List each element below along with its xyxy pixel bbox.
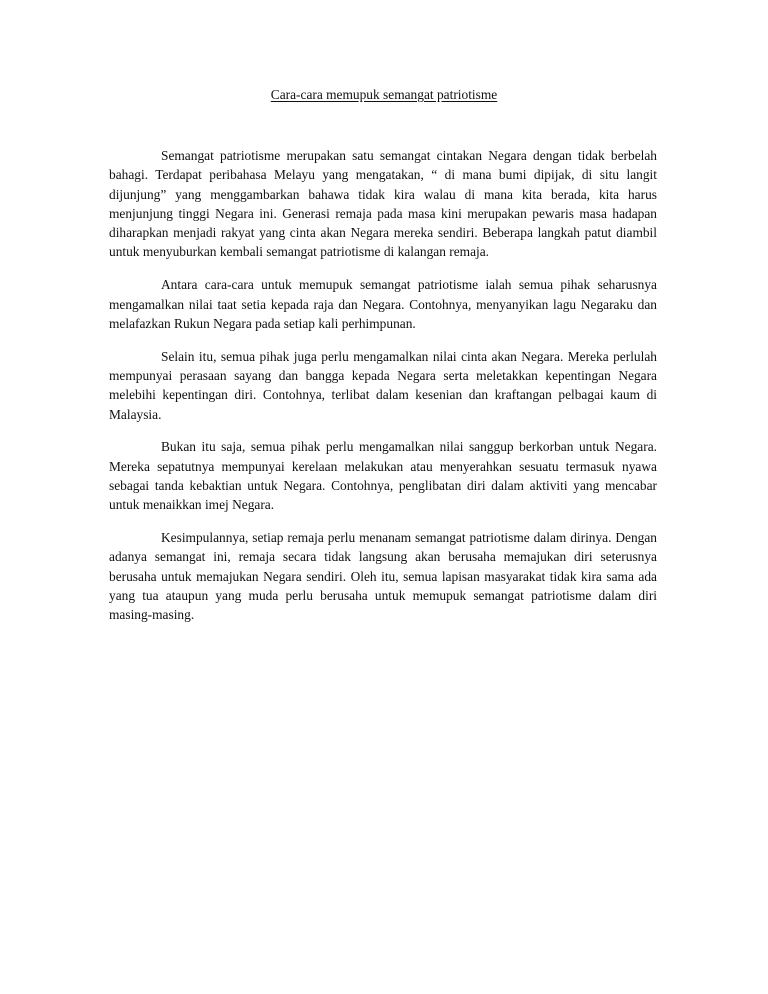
paragraph-loyalty: Antara cara-cara untuk memupuk semangat patriotisme ialah semua pihak seharusnya mengamalkan nilai taat setia kepada raja dan Negara. Contohnya, menyanyikan lagu Negaraku dan melafazkan Rukun Negara pada setiap kali perhimpunan. <box>109 277 657 331</box>
paragraph-sacrifice: Bukan itu saja, semua pihak perlu mengamalkan nilai sanggup berkorban untuk Negara. Mereka sepatutnya mempunyai kerelaan melakukan atau menyerahkan sesuatu termasuk nyawa sebagai tanda kebaktian untuk Negara. Contohnya, penglibatan diri dalam aktiviti yang mencabar untuk menaikkan imej Negara. <box>109 439 657 513</box>
document-body <box>109 146 657 638</box>
document-title: Cara-cara memupuk semangat patriotisme <box>270 87 498 102</box>
paragraph-love-of-country: Selain itu, semua pihak juga perlu mengamalkan nilai cinta akan Negara. Mereka perlulah mempunyai perasaan sayang dan bangga kepada Negara serta meletakkan kepentingan Negara melebihi kepentingan diri. Contohnya, terlibat dalam kesenian dan kraftangan pelbagai kaum di Malaysia. <box>109 348 657 422</box>
paragraph-introduction: Semangat patriotisme merupakan satu semangat cintakan Negara dengan tidak berbelah bahagi. Terdapat peribahasa Melayu yang mengatakan, “ di mana bumi dipijak, di situ langit dijunjung” yang menggambarkan bahawa tidak kira walau di mana kita berada, kita harus menjunjung tinggi Negara ini. Generasi remaja pada masa kini merupakan pewaris masa hadapan diharapkan menjadi rakyat yang cinta akan Negara mereka sendiri. Beberapa langkah patut diambil untuk menyuburkan kembali semangat patriotisme di kalangan remaja. <box>109 148 657 260</box>
paragraph-conclusion: Kesimpulannya, setiap remaja perlu menanam semangat patriotisme dalam dirinya. Dengan adanya semangat ini, remaja secara tidak langsung akan berusaha memajukan diri seterusnya berusaha untuk memajukan Negara sendiri. Oleh itu, semua lapisan masyarakat tidak kira sama ada yang tua ataupun yang muda perlu berusaha untuk memupuk semangat patriotisme dalam diri masing-masing. <box>109 530 657 623</box>
